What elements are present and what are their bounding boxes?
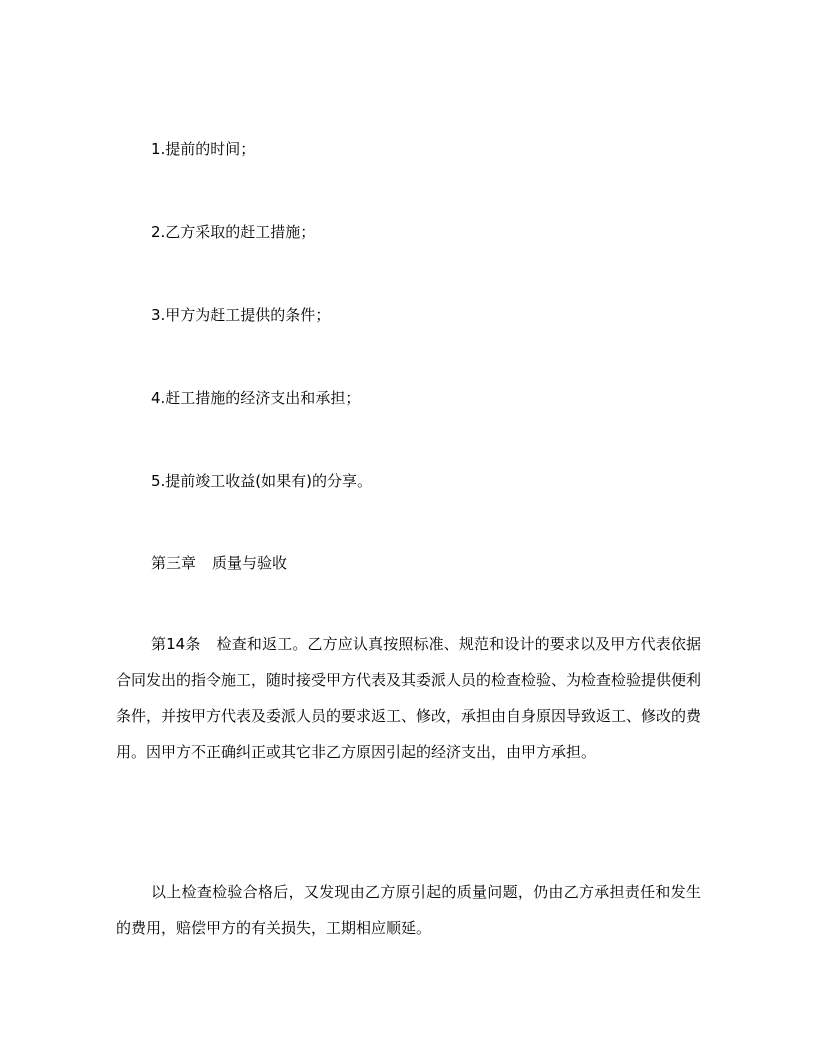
chapter-heading: [151, 553, 287, 573]
chapter-number: 第三章: [151, 554, 197, 572]
list-item-4: 4.赶工措施的经济支出和承担；: [151, 389, 361, 407]
article-number: 第14条: [151, 635, 201, 653]
list-item-2: 2.乙方采取的赶工措施；: [151, 223, 316, 241]
list-item-3: 3.甲方为赶工提供的条件；: [151, 306, 331, 324]
article-14-paragraph: [116, 626, 701, 770]
list-item-5: 5.提前竣工收益(如果有)的分享。: [151, 472, 373, 490]
chapter-title: 质量与验收: [212, 554, 288, 572]
quality-liability-paragraph: 以上检查检验合格后，又发现由乙方原引起的质量问题，仍由乙方承担责任和发生的费用，赔偿甲方的有关损失，工期相应顺延。: [116, 883, 701, 937]
article-title: 检查和返工。: [216, 635, 308, 653]
list-item-1: 1.提前的时间；: [151, 140, 256, 158]
article-body: 乙方应认真按照标准、规范和设计的要求以及甲方代表依据合同发出的指令施工，随时接受甲方代表及其委派人员的检查检验、为检查检验提供便利条件，并按甲方代表及委派人员的要求返工、修改，承担由自身原因导致返工、修改的费用。因甲方不正确纠正或其它非乙方原因引起的经济支出，由甲方承担。: [116, 635, 702, 761]
